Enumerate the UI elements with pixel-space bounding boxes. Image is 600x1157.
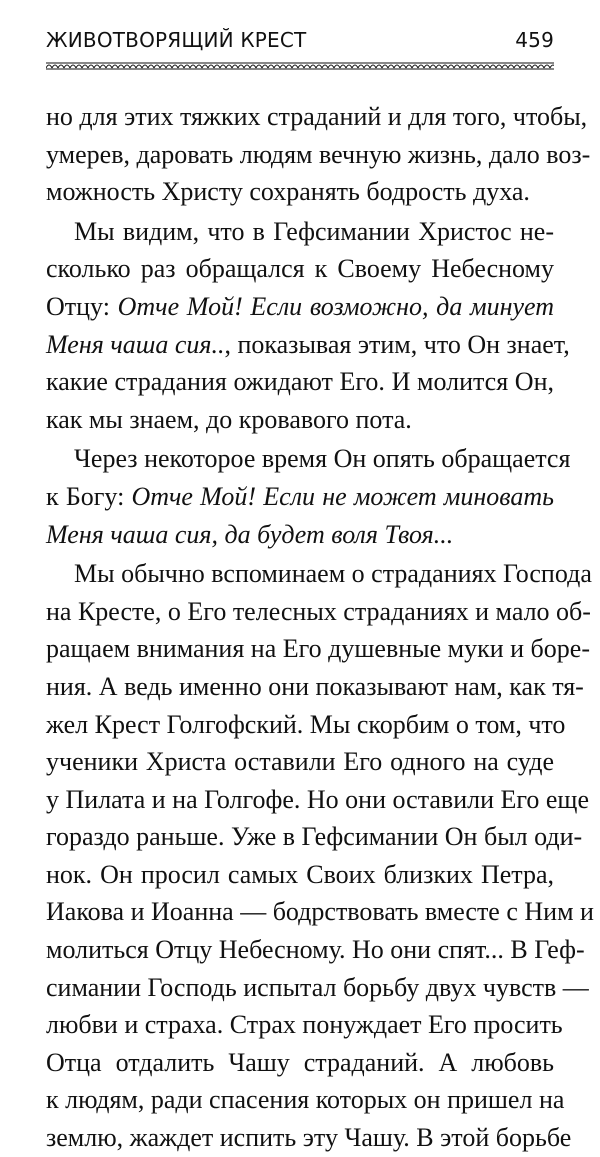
text-line: но для этих тяжких страданий и для того, чтобы, bbox=[46, 102, 588, 131]
text-line: Иакова и Иоанна — бодрствовать вместе с Ним и bbox=[46, 897, 594, 927]
text-line: молиться Отцу Небесному. Но они спят... В Геф- bbox=[46, 935, 585, 965]
text-line: жел Крест Голгофский. Мы скорбим о том, что bbox=[46, 709, 566, 739]
text-line bbox=[46, 478, 554, 516]
ornamental-rule bbox=[46, 62, 554, 70]
text-line: ращаем внимания на Его душевные муки и боре- bbox=[46, 634, 590, 664]
running-head bbox=[46, 28, 554, 58]
quotation-italic: Меня чаша сия.. bbox=[46, 329, 225, 359]
text-line: к людям, ради спасения которых он пришел на bbox=[46, 1085, 565, 1115]
text-line: умерев, даровать людям вечную жизнь, дало воз- bbox=[46, 139, 591, 169]
quotation-italic: Отче Мой! Если возможно, да минует bbox=[117, 291, 554, 321]
text-line: какие страдания ожидают Его. И молится Он, bbox=[46, 367, 554, 397]
text-line: любви и страха. Страх понуждает Его просить bbox=[46, 1010, 563, 1040]
running-title: ЖИВОТВОРЯЩИЙ КРЕСТ bbox=[46, 28, 307, 52]
text-line: ученики Христа оставили Его одного на суде bbox=[46, 747, 554, 777]
text-line bbox=[46, 288, 554, 326]
ornamental-rule-graphic bbox=[46, 62, 554, 70]
text-line: на Кресте, о Его телесных страданиях и мало об- bbox=[46, 596, 591, 626]
text-line bbox=[46, 326, 570, 364]
text-line: гораздо раньше. Уже в Гефсимании Он был оди- bbox=[46, 822, 583, 852]
text-line: симании Господь испытал борьбу двух чувств — bbox=[46, 972, 589, 1002]
text-line: Мы обычно вспоминаем о страданиях Господа bbox=[74, 559, 592, 589]
page-number: 459 bbox=[515, 28, 554, 52]
text-run: к Богу: bbox=[46, 481, 132, 511]
text-line: нок. Он просил самых Своих близких Петра, bbox=[46, 859, 554, 889]
text-line: у Пилата и на Голгофе. Но они оставили Его еще bbox=[46, 784, 589, 814]
body-text bbox=[46, 98, 594, 1157]
quotation-italic: Отче Мой! Если не может миновать bbox=[131, 481, 554, 511]
text-line bbox=[46, 516, 554, 554]
text-line: Через некоторое время Он опять обращается bbox=[74, 444, 571, 474]
text-line: как мы знаем, до кровавого пота. bbox=[46, 404, 412, 434]
text-run: , показывая этим, что Он знает, bbox=[224, 329, 570, 359]
text-run: Отцу: bbox=[46, 291, 118, 321]
text-line: Отца отдалить Чашу страданий. А любовь bbox=[46, 1047, 554, 1077]
quotation-italic: Меня чаша сия, да будет воля Твоя... bbox=[46, 519, 454, 549]
text-line: Мы видим, что в Гефсимании Христос не- bbox=[74, 216, 554, 246]
text-line: ния. А ведь именно они показывают нам, как тя- bbox=[46, 671, 584, 701]
text-line: сколько раз обращался к Своему Небесному bbox=[46, 254, 554, 284]
text-line: можность Христу сохранять бодрость духа. bbox=[46, 177, 530, 207]
text-line: землю, жаждет испить эту Чашу. В этой борьбе bbox=[46, 1123, 572, 1153]
